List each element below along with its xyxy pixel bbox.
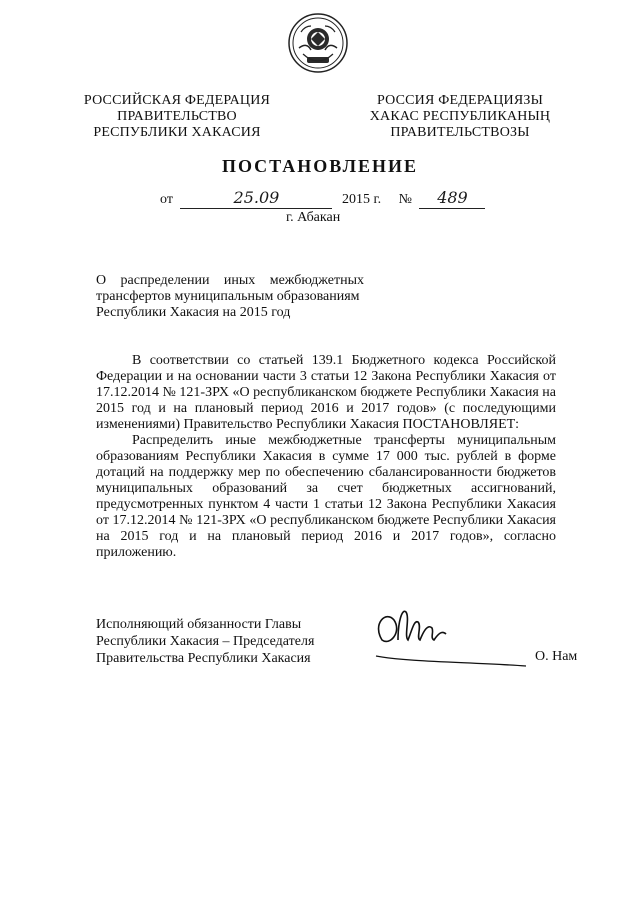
date-field bbox=[180, 188, 332, 209]
date-year: 2015 г. bbox=[341, 192, 382, 207]
number-sign: № bbox=[398, 192, 412, 207]
document-subject bbox=[96, 273, 364, 321]
document-body bbox=[96, 353, 556, 561]
subject-line: трансфертов муниципальным образованиям bbox=[96, 289, 360, 304]
header-left-line: ПРАВИТЕЛЬСТВО bbox=[117, 109, 237, 124]
header-right-line: ХАКАС РЕСПУБЛИКАНЫҢ bbox=[369, 109, 551, 124]
khakassia-coat-of-arms-icon bbox=[287, 12, 349, 74]
handwritten-signature-icon bbox=[368, 600, 528, 670]
header-left bbox=[72, 93, 282, 141]
signatory-title bbox=[96, 616, 314, 667]
signatory-line: Правительства Республики Хакасия bbox=[96, 651, 311, 666]
header-left-line: РЕСПУБЛИКИ ХАКАСИЯ bbox=[93, 125, 261, 140]
document-title: ПОСТАНОВЛЕНИЕ bbox=[221, 156, 419, 176]
header-right-line: РОССИЯ ФЕДЕРАЦИЯЗЫ bbox=[376, 93, 544, 108]
header-right-line: ПРАВИТЕЛЬСТВОЗЫ bbox=[390, 125, 530, 140]
header-right bbox=[350, 93, 570, 141]
header-left-line: РОССИЙСКАЯ ФЕДЕРАЦИЯ bbox=[83, 93, 271, 108]
date-line bbox=[160, 188, 485, 209]
subject-line: Республики Хакасия на 2015 год bbox=[96, 305, 291, 320]
handwritten-number: 489 bbox=[437, 188, 468, 207]
city: г. Абакан bbox=[286, 210, 341, 225]
handwritten-date: 25.09 bbox=[233, 188, 280, 207]
body-paragraph: Распределить иные межбюджетные трансферты муниципальным образованиям Республики Хакасия в сумме 17 000 тыс. рублей в форме дотаций на поддержку мер по обеспечению сбалансированности бюджетов муниципальных образований за счет бюджетных ассигнований, предусмотренных пунктом 4 части 1 статьи 12 Закона Республики Хакасия от 17.12.2014 № 121-ЗРХ «О республиканском бюджете Республики Хакасия на 2015 год и на плановый период 2016 и 2017 годов», согласно приложению. bbox=[96, 433, 556, 560]
number-field bbox=[419, 188, 485, 209]
signatory-line: Республики Хакасия – Председателя bbox=[96, 634, 315, 649]
signatory-line: Исполняющий обязанности Главы bbox=[96, 617, 302, 632]
date-prefix: от bbox=[160, 192, 173, 207]
subject-line: О распределении иных межбюджетных bbox=[96, 273, 364, 288]
body-paragraph: В соответствии со статьей 139.1 Бюджетного кодекса Российской Федерации и на основании части 3 статьи 12 Закона Республики Хакасия от 17.12.2014 № 121-ЗРХ «О республиканском бюджете Республики Хакасия на 2015 год и на плановый период 2016 и 2017 годов» (с последующими изменениями) Правительство Республики Хакасия ПОСТАНОВЛЯЕТ: bbox=[96, 353, 556, 432]
signer-name: О. Нам bbox=[535, 649, 578, 664]
